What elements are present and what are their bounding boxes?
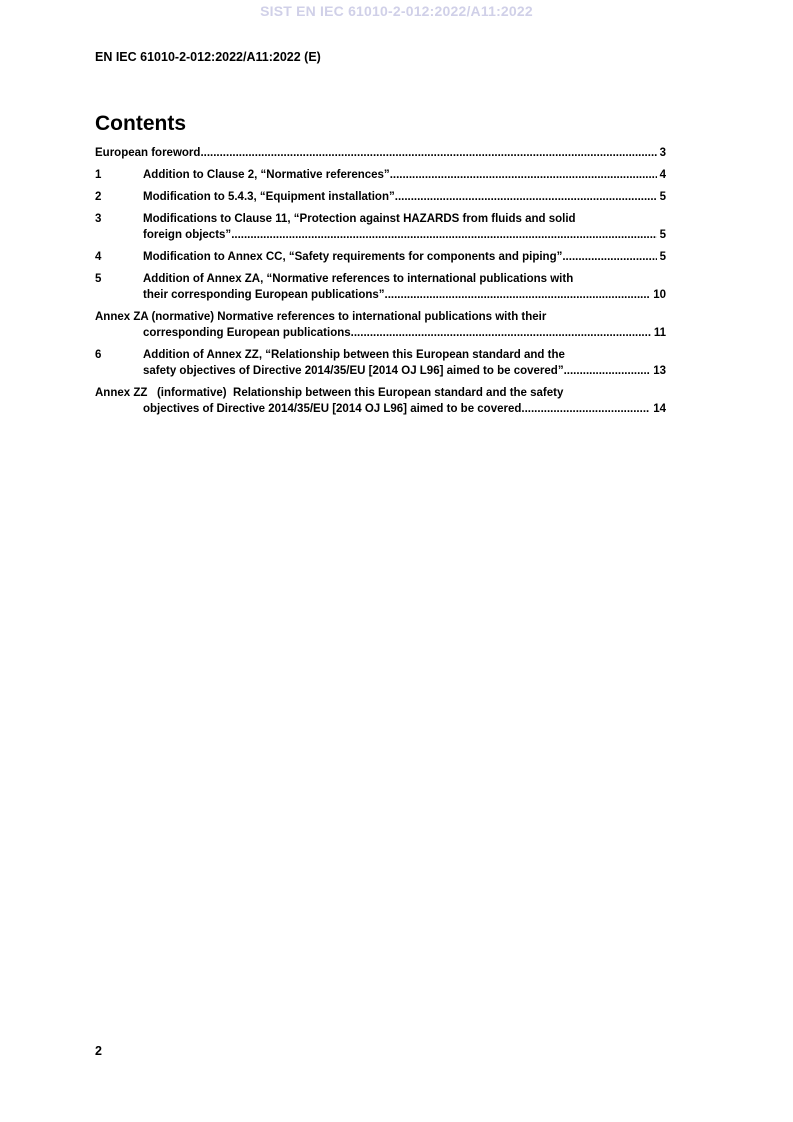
- toc-page-number: 5: [659, 251, 666, 263]
- toc-page-number: 13: [653, 365, 666, 377]
- toc-entry-title: European foreword: [95, 147, 201, 159]
- toc-entry-number: 2: [95, 191, 102, 203]
- toc-entry-clause-1[interactable]: [95, 167, 666, 183]
- toc-entry-title: Modifications to Clause 11, “Protection against HAZARDS from fluids and solid: [143, 213, 576, 225]
- toc-entry-title-continued: their corresponding European publications”: [143, 289, 385, 301]
- toc-entry-clause-4[interactable]: [95, 249, 666, 265]
- toc-page-number: 3: [659, 147, 666, 159]
- watermark: SIST EN IEC 61010-2-012:2022/A11:2022: [260, 3, 533, 19]
- toc-entry-clause-5[interactable]: [95, 271, 666, 303]
- toc-entry-number: 4: [95, 251, 102, 263]
- table-of-contents: [95, 145, 666, 423]
- toc-entry-title: Modification to Annex CC, “Safety requirements for components and piping”: [143, 251, 563, 263]
- toc-entry-title-continued: foreign objects”: [143, 229, 232, 241]
- toc-page-number: 11: [653, 327, 666, 339]
- toc-entry-title: Addition of Annex ZA, “Normative references to international publications with: [143, 273, 574, 285]
- toc-entry-clause-6[interactable]: [95, 347, 666, 379]
- toc-page-number: 14: [653, 403, 666, 415]
- toc-entry-title-continued: safety objectives of Directive 2014/35/EU [2014 OJ L96] aimed to be covered”: [143, 365, 564, 377]
- toc-page-number: 10: [653, 289, 666, 301]
- toc-entry-title: Annex ZA (normative) Normative references to international publications with their: [95, 311, 547, 323]
- page-number: 2: [95, 1044, 102, 1058]
- dot-leader: [231, 227, 656, 243]
- dot-leader: [351, 325, 651, 341]
- dot-leader: [564, 363, 651, 379]
- toc-entry-title: Addition of Annex ZZ, “Relationship between this European standard and the: [143, 349, 565, 361]
- toc-entry-title-continued: corresponding European publications: [143, 327, 351, 339]
- toc-entry-title: Annex ZZ (informative) Relationship between this European standard and the safety: [95, 387, 564, 399]
- toc-entry-number: 6: [95, 349, 102, 361]
- toc-page-number: 4: [659, 169, 666, 181]
- toc-page-number: 5: [659, 229, 666, 241]
- toc-entry-title: Addition to Clause 2, “Normative references”: [143, 169, 390, 181]
- toc-entry-annex-zz[interactable]: [95, 385, 666, 417]
- toc-entry-european-foreword[interactable]: [95, 145, 666, 161]
- dot-leader: [521, 401, 650, 417]
- toc-entry-title-continued: objectives of Directive 2014/35/EU [2014 OJ L96] aimed to be covered: [143, 403, 522, 415]
- toc-page-number: 5: [659, 191, 666, 203]
- dot-leader: [200, 145, 656, 161]
- toc-entry-title: Modification to 5.4.3, “Equipment installation”: [143, 191, 395, 203]
- document-identifier: EN IEC 61010-2-012:2022/A11:2022 (E): [95, 50, 321, 64]
- toc-entry-annex-za[interactable]: [95, 309, 666, 341]
- dot-leader: [385, 287, 651, 303]
- dot-leader: [562, 249, 656, 265]
- contents-title: Contents: [95, 112, 186, 135]
- toc-entry-clause-2[interactable]: [95, 189, 666, 205]
- toc-entry-number: 5: [95, 273, 102, 285]
- dot-leader: [395, 189, 657, 205]
- toc-entry-number: 1: [95, 169, 102, 181]
- toc-entry-number: 3: [95, 213, 102, 225]
- dot-leader: [390, 167, 657, 183]
- toc-entry-clause-3[interactable]: [95, 211, 666, 243]
